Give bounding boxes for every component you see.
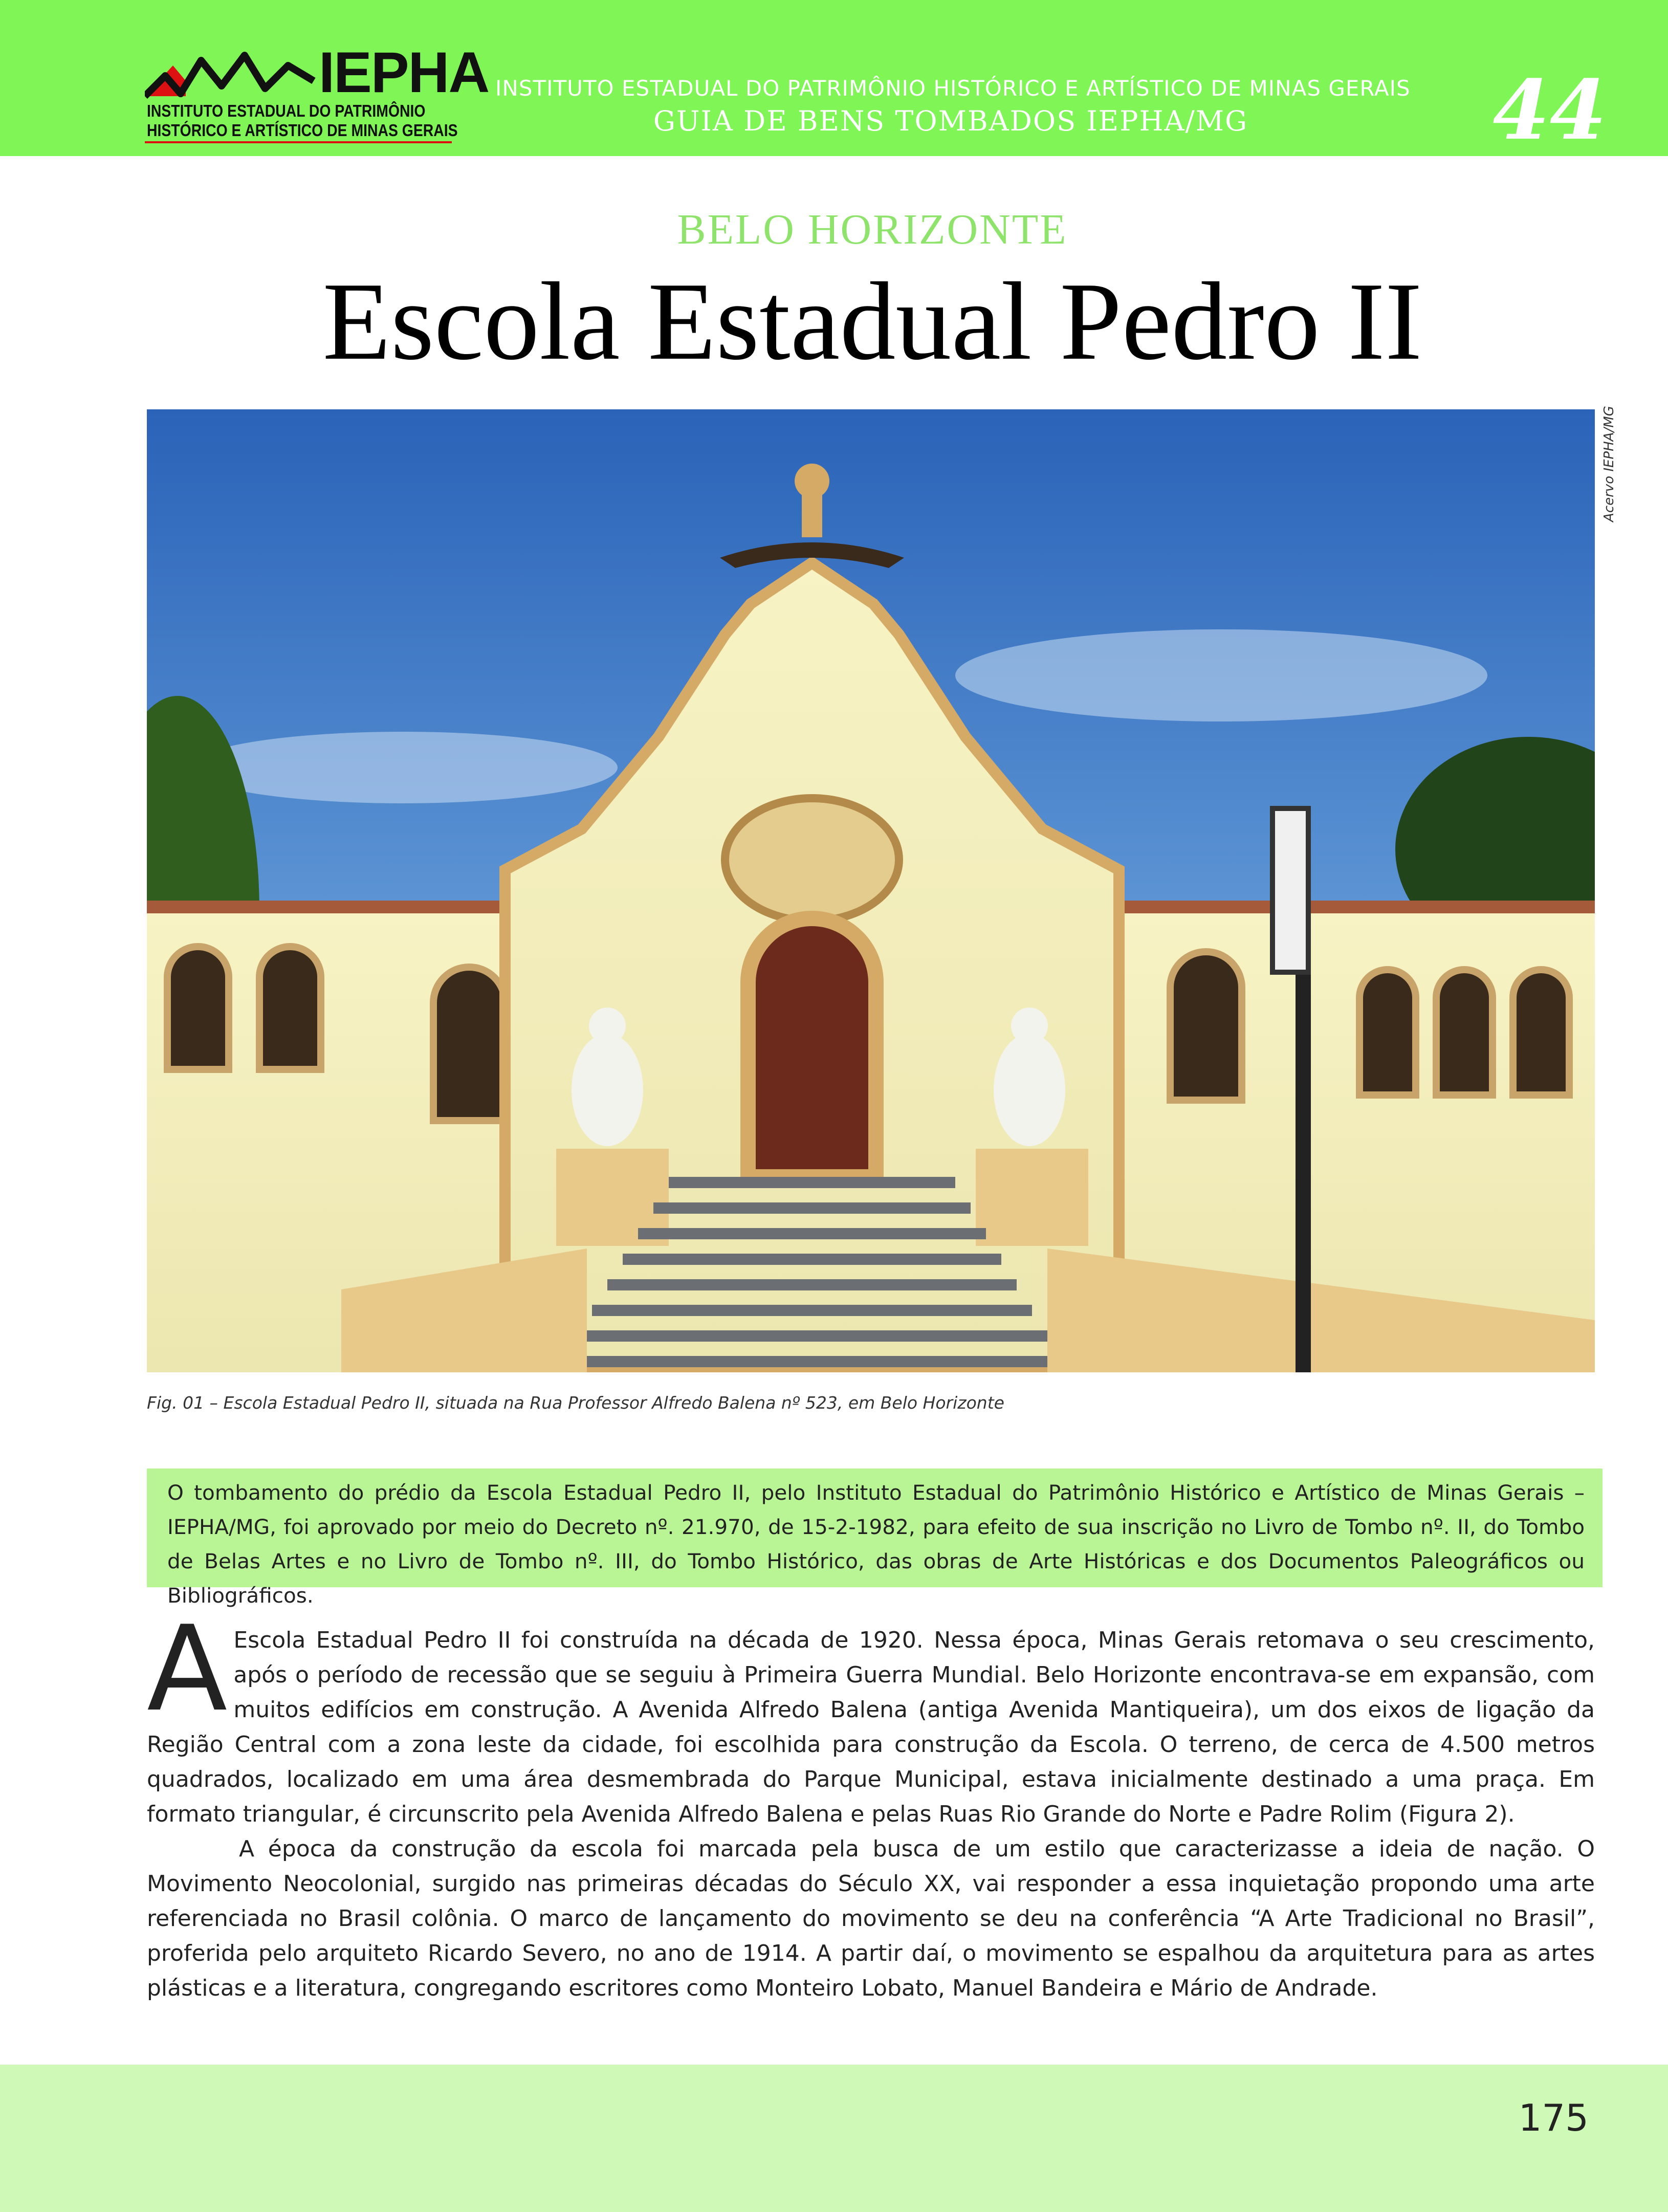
logo-rule [145,141,452,143]
paragraph-2: A época da construção da escola foi marcada pela busca de um estilo que caracterizasse a ideia de nação. O Movimento Neocolonial, surgido nas primeiras décadas do Século XX, vai responder a essa inquietação propondo uma arte referenciada no Brasil colônia. O marco de lançamento do movimento se deu na conferência “A Arte Tradicional no Brasil”, proferida pelo arquiteto Ricardo Severo, no ano de 1914. A partir daí, o movimento se espalhou da arquitetura para as artes plásticas e a literatura, congregando escritores como Monteiro Lobato, Manuel Bandeira e Mário de Andrade. [147,1836,1595,2001]
logo-wordmark: IEPHA [319,40,489,104]
building-illustration [147,409,1595,1372]
photo-credit [1601,406,1622,532]
institute-name: INSTITUTO ESTADUAL DO PATRIMÔNIO HISTÓRICO E ARTÍSTICO DE MINAS GERAIS [495,76,1411,101]
page-number: 175 [1518,2096,1589,2139]
listing-notice-text: O tombamento do prédio da Escola Estadual Pedro II, pelo Instituto Estadual do Patrimônio Histórico e Artístico de Minas Gerais – IEPHA/MG, foi aprovado por meio do Decreto nº. 21.970, de 15-2-1982, para efeito de sua inscrição no Livro de Tombo nº. II, do Tombo de Belas Artes e no Livro de Tombo nº. III, do Tombo Histórico, das obras de Arte Históricas e dos Documentos Paleográficos ou Bibliográficos. [167,1480,1585,1608]
logo-line-1: INSTITUTO ESTADUAL DO PATRIMÔNIO [147,101,426,120]
guide-name: GUIA DE BENS TOMBADOS IEPHA/MG [653,105,1248,137]
paragraph-1-text: Escola Estadual Pedro II foi construída na década de 1920. Nessa época, Minas Gerais retomava o seu crescimento, após o período de recessão que se seguiu à Primeira Guerra Mundial. Belo Horizonte encontrava-se em expansão, com muitos edifícios em construção. A Avenida Alfredo Balena (antiga Avenida Mantiqueira), um dos eixos de ligação da Região Central com a zona leste da cidade, foi escolhida para construção da Escola. O terreno, de cerca de 4.500 metros quadrados, localizado em uma área desmembrada do Parque Municipal, estava inicialmente destinado a uma praça. Em formato triangular, é circunscrito pela Avenida Alfredo Balena e pelas Ruas Rio Grande do Norte e Padre Rolim (Figura 2). [147,1627,1595,1827]
paragraph-1 [147,1601,1595,1832]
page-title: Escola Estadual Pedro II [322,260,1422,383]
iepha-logo [145,40,489,147]
mountain-logo-icon [145,45,319,101]
city-heading: BELO HORIZONTE [677,206,1068,253]
logo-line-2: HISTÓRICO E ARTÍSTICO DE MINAS GERAIS [147,121,458,140]
school-photo [147,409,1595,1372]
footer-band [0,2065,1668,2212]
figure-caption: Fig. 01 – Escola Estadual Pedro II, situada na Rua Professor Alfredo Balena nº 523, em Belo Horizonte [147,1393,1004,1413]
listing-notice-box [147,1469,1603,1608]
article-body [147,1601,1595,2006]
drop-cap: A [147,1601,228,1738]
entry-number: 44 [1493,62,1607,158]
photo-credit-text: Acervo IEPHA/MG [1601,406,1617,522]
header-band [0,0,1668,156]
